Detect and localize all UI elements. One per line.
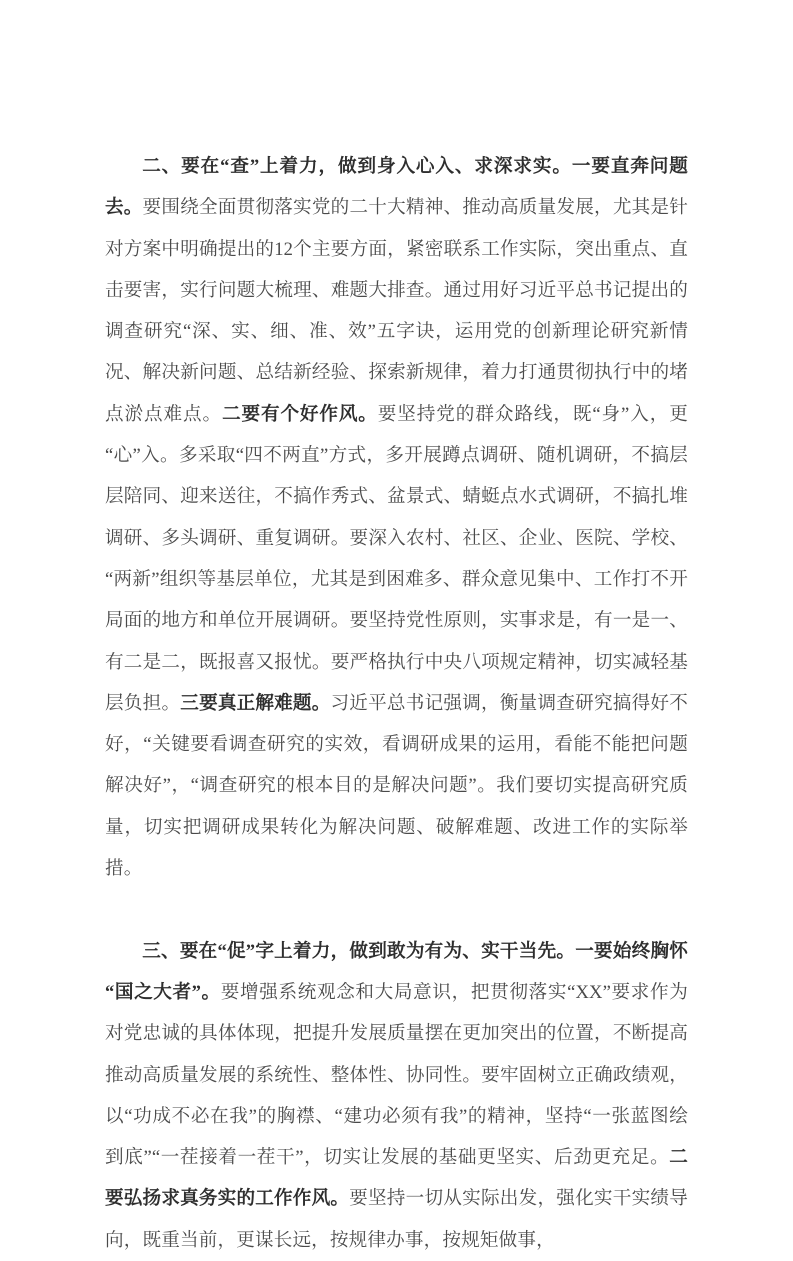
document-body bbox=[105, 146, 688, 1261]
emphasis-run: 二要有个好作风。 bbox=[222, 403, 378, 425]
text-run: 要围绕全面贯彻落实党的二十大精神、推动高质量发展，尤其是针对方案中明确提出的12个主要方面，紧密联系工作实际，突出重点、直击要害，实行问题大梳理、难题大排查。通过用好习近平总书记提出的调查研究“深、实、细、准、效”五字诀，运用党的创新理论研究新情况、解决新问题、总结新经验、探索新规律，着力打通贯彻执行中的堵点淤点难点。 bbox=[105, 197, 688, 425]
text-run: 习近平总书记强调，衡量调查研究搞得好不好，“关键要看调查研究的实效，看调研成果的运用，看能不能把问题解决好”，“调查研究的根本目的是解决问题”。我们要切实提高研究质量，切实把调研成果转化为解决问题、破解难题、改进工作的实际举措。 bbox=[105, 692, 688, 880]
paragraph-section-three bbox=[105, 931, 688, 1261]
text-run: 要坚持党的群众路线，既“身”入，更“心”入。多采取“四不两直”方式，多开展蹲点调研、随机调研，不搞层层陪同、迎来送往，不搞作秀式、盆景式、蜻蜓点水式调研，不搞扎堆调研、多头调研、重复调研。要深入农村、社区、企业、医院、学校、“两新”组织等基层单位，尤其是到困难多、群众意见集中、工作打不开局面的地方和单位开展调研。要坚持党性原则，实事求是，有一是一、有二是二，既报喜又报忧。要严格执行中央八项规定精神，切实减轻基层负担。 bbox=[105, 403, 688, 714]
text-run: 要坚持一切从实际出发，强化实干实绩导向，既重当前，更谋长远，按规律办事，按规矩做事， bbox=[105, 1188, 688, 1251]
emphasis-run: 二要弘扬求真务实的工作作风。 bbox=[105, 1147, 688, 1210]
text-run: 要增强系统观念和大局意识，把贯彻落实“XX”要求作为对党忠诚的具体体现，把提升发展质量摆在更加突出的位置，不断提高推动高质量发展的系统性、整体性、协同性。要牢固树立正确政绩观，以“功成不必在我”的胸襟、“建功必须有我”的精神，坚持“一张蓝图绘到底”“一茬接着一茬干”，切实让发展的基础更坚实、后劲更充足。 bbox=[105, 981, 689, 1169]
paragraph-section-two bbox=[105, 146, 688, 889]
emphasis-run: 二、要在“查”上着力，做到身入心入、求深求实。一要直奔问题去。 bbox=[105, 156, 688, 219]
emphasis-run: 三要真正解难题。 bbox=[180, 692, 331, 714]
emphasis-run: 三、要在“促”字上着力，做到敢为有为、实干当先。一要始终胸怀“国之大者”。 bbox=[105, 940, 688, 1003]
